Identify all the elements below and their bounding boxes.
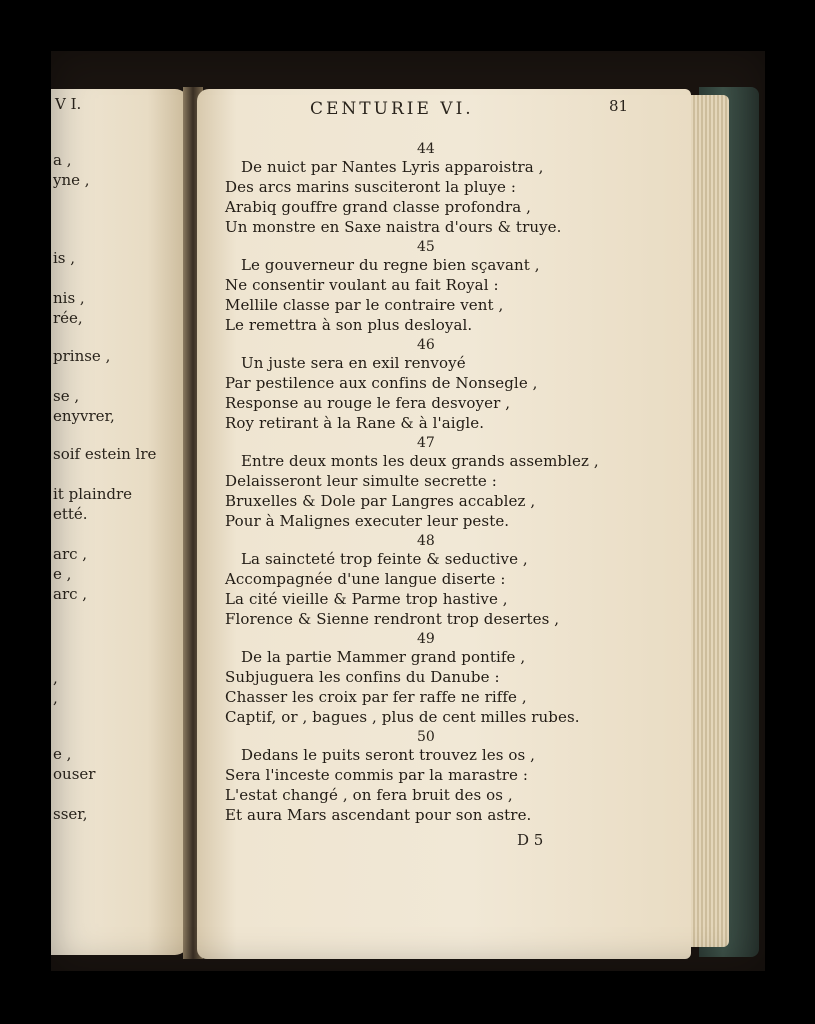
verse-line: Arabiq gouffre grand classe profondra , [225,198,532,216]
verse-line: Chasser les croix par fer raffe ne riffe , [225,688,527,706]
quatrain-number: 47 [417,435,435,451]
left-fragment: , [53,669,58,687]
running-head: CENTURIE VI. [310,99,474,119]
left-fragment: prinse , [53,347,111,365]
verse-line: Et aura Mars ascendant pour son astre. [225,806,532,824]
folio-number: 81 [609,97,629,115]
signature-mark: D 5 [517,831,544,849]
verse-line: La cité vieille & Parme trop hastive , [225,590,508,608]
quatrain-number: 49 [417,631,435,647]
left-running-head: V I. [55,95,82,113]
left-fragment: it plaindre [53,485,133,503]
verse-line: L'estat changé , on fera bruit des os , [225,786,513,804]
book-photo [51,51,765,971]
verse-line: Captif, or , bagues , plus de cent milles rubes. [225,708,580,726]
left-fragment: enyvrer, [53,407,115,425]
left-fragment: , [53,689,58,707]
left-fragment: e , [53,565,72,583]
verse-line: Sera l'inceste commis par la marastre : [225,766,528,784]
left-fragment: e , [53,745,72,763]
verse-line: Bruxelles & Dole par Langres accablez , [225,492,536,510]
verse-line: Entre deux monts les deux grands assemblez , [241,452,599,470]
verse-line: Un juste sera en exil renvoyé [241,354,466,372]
left-fragment: arc , [53,545,88,563]
left-fragment: rée, [53,309,83,327]
verse-line: Ne consentir voulant au fait Royal : [225,276,499,294]
verse-line: Pour à Malignes executer leur peste. [225,512,510,530]
left-fragment: a , [53,151,72,169]
verse-line: Le remettra à son plus desloyal. [225,316,473,334]
verse-line: De nuict par Nantes Lyris apparoistra , [241,158,544,176]
right-page [197,89,691,959]
verse-line: Response au rouge le fera desvoyer , [225,394,511,412]
verse-line: Roy retirant à la Rane & à l'aigle. [225,414,485,432]
verse-line: Dedans le puits seront trouvez les os , [241,746,536,764]
verse-line: Des arcs marins susciteront la pluye : [225,178,516,196]
left-fragment: se , [53,387,80,405]
verse-line: Mellile classe par le contraire vent , [225,296,504,314]
verse-line: Delaisseront leur simulte secrette : [225,472,497,490]
left-fragment: arc , [53,585,88,603]
verse-line: Accompagnée d'une langue diserte : [225,570,506,588]
verse-line: Subjuguera les confins du Danube : [225,668,500,686]
left-fragment: ouser [53,765,96,783]
quatrain-number: 46 [417,337,435,353]
verse-line: Le gouverneur du regne bien sçavant , [241,256,540,274]
verse-line: Florence & Sienne rendront trop desertes , [225,610,560,628]
quatrain-number: 50 [417,729,435,745]
quatrain-number: 44 [417,141,435,157]
left-fragment: soif estein lre [53,445,157,463]
verse-line: Un monstre en Saxe naistra d'ours & truye. [225,218,562,236]
verse-line: Par pestilence aux confins de Nonsegle , [225,374,538,392]
verse-line: De la partie Mammer grand pontife , [241,648,526,666]
left-fragment: nis , [53,289,85,307]
left-fragment: is , [53,249,76,267]
left-fragment: yne , [53,171,90,189]
left-fragment: etté. [53,505,88,523]
left-fragment: sser, [53,805,88,823]
quatrain-number: 48 [417,533,435,549]
left-page [51,89,189,955]
verse-line: La saincteté trop feinte & seductive , [241,550,528,568]
quatrain-number: 45 [417,239,435,255]
